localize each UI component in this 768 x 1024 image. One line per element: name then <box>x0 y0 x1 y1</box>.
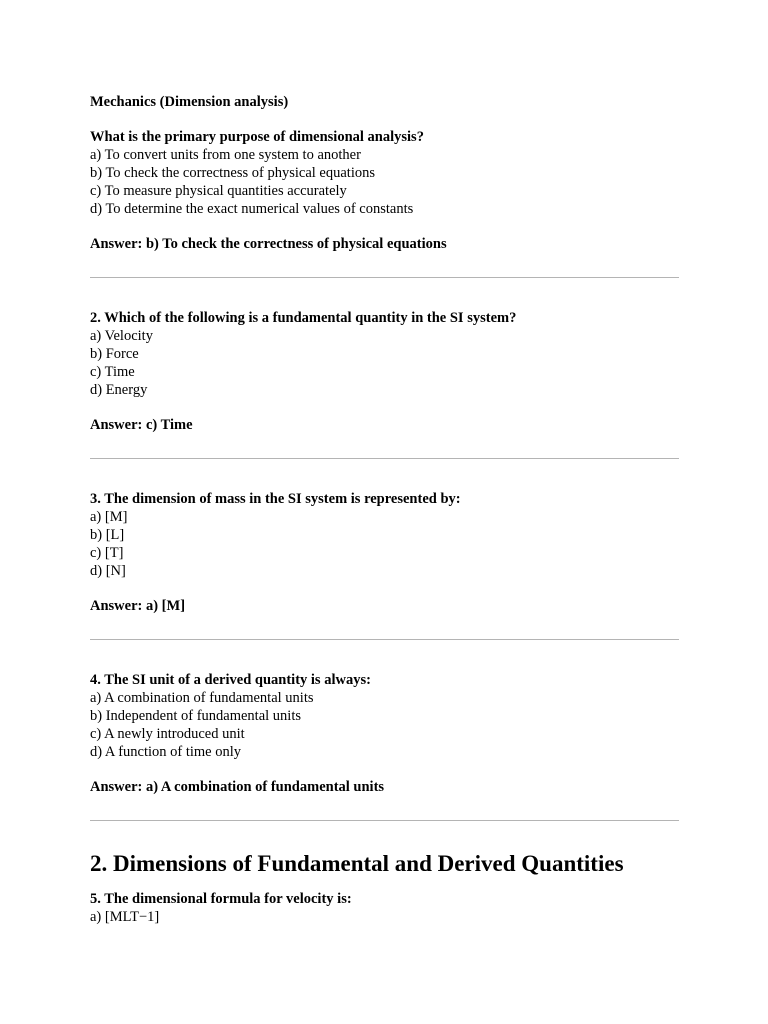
option-c: c) To measure physical quantities accurately <box>90 183 347 199</box>
horizontal-divider <box>90 458 679 459</box>
question-text: What is the primary purpose of dimensional analysis? <box>90 129 424 145</box>
question-block-3 <box>90 490 679 615</box>
option-a: a) To convert units from one system to another <box>90 147 361 163</box>
horizontal-divider <box>90 820 679 821</box>
option-a: a) Velocity <box>90 328 153 344</box>
question-block-4 <box>90 671 679 796</box>
option-d: d) Energy <box>90 382 148 398</box>
option-a: a) [MLT−1] <box>90 909 160 925</box>
answer-text: Answer: a) A combination of fundamental units <box>90 779 385 795</box>
option-b: b) [L] <box>90 527 125 543</box>
horizontal-divider <box>90 639 679 640</box>
option-d: d) [N] <box>90 563 126 579</box>
option-d: d) A function of time only <box>90 744 242 760</box>
question-text: 3. The dimension of mass in the SI system is represented by: <box>90 491 461 507</box>
option-a: a) A combination of fundamental units <box>90 690 314 706</box>
answer-text: Answer: c) Time <box>90 417 193 433</box>
option-a: a) [M] <box>90 509 128 525</box>
option-c: c) Time <box>90 364 135 380</box>
question-block-1 <box>90 128 679 253</box>
answer-text: Answer: b) To check the correctness of physical equations <box>90 236 447 252</box>
section-heading: 2. Dimensions of Fundamental and Derived Quantities <box>90 851 624 876</box>
option-c: c) A newly introduced unit <box>90 726 245 742</box>
question-text: 4. The SI unit of a derived quantity is always: <box>90 672 371 688</box>
question-block-5 <box>90 890 679 926</box>
horizontal-divider <box>90 277 679 278</box>
option-b: b) Independent of fundamental units <box>90 708 301 724</box>
document-title: Mechanics (Dimension analysis) <box>90 94 289 110</box>
option-b: b) To check the correctness of physical equations <box>90 165 375 181</box>
answer-text: Answer: a) [M] <box>90 598 186 614</box>
document-page <box>90 93 679 926</box>
option-b: b) Force <box>90 346 139 362</box>
option-c: c) [T] <box>90 545 124 561</box>
question-block-2 <box>90 309 679 434</box>
question-text: 5. The dimensional formula for velocity is: <box>90 891 352 907</box>
question-text: 2. Which of the following is a fundamental quantity in the SI system? <box>90 310 517 326</box>
option-d: d) To determine the exact numerical values of constants <box>90 201 414 217</box>
